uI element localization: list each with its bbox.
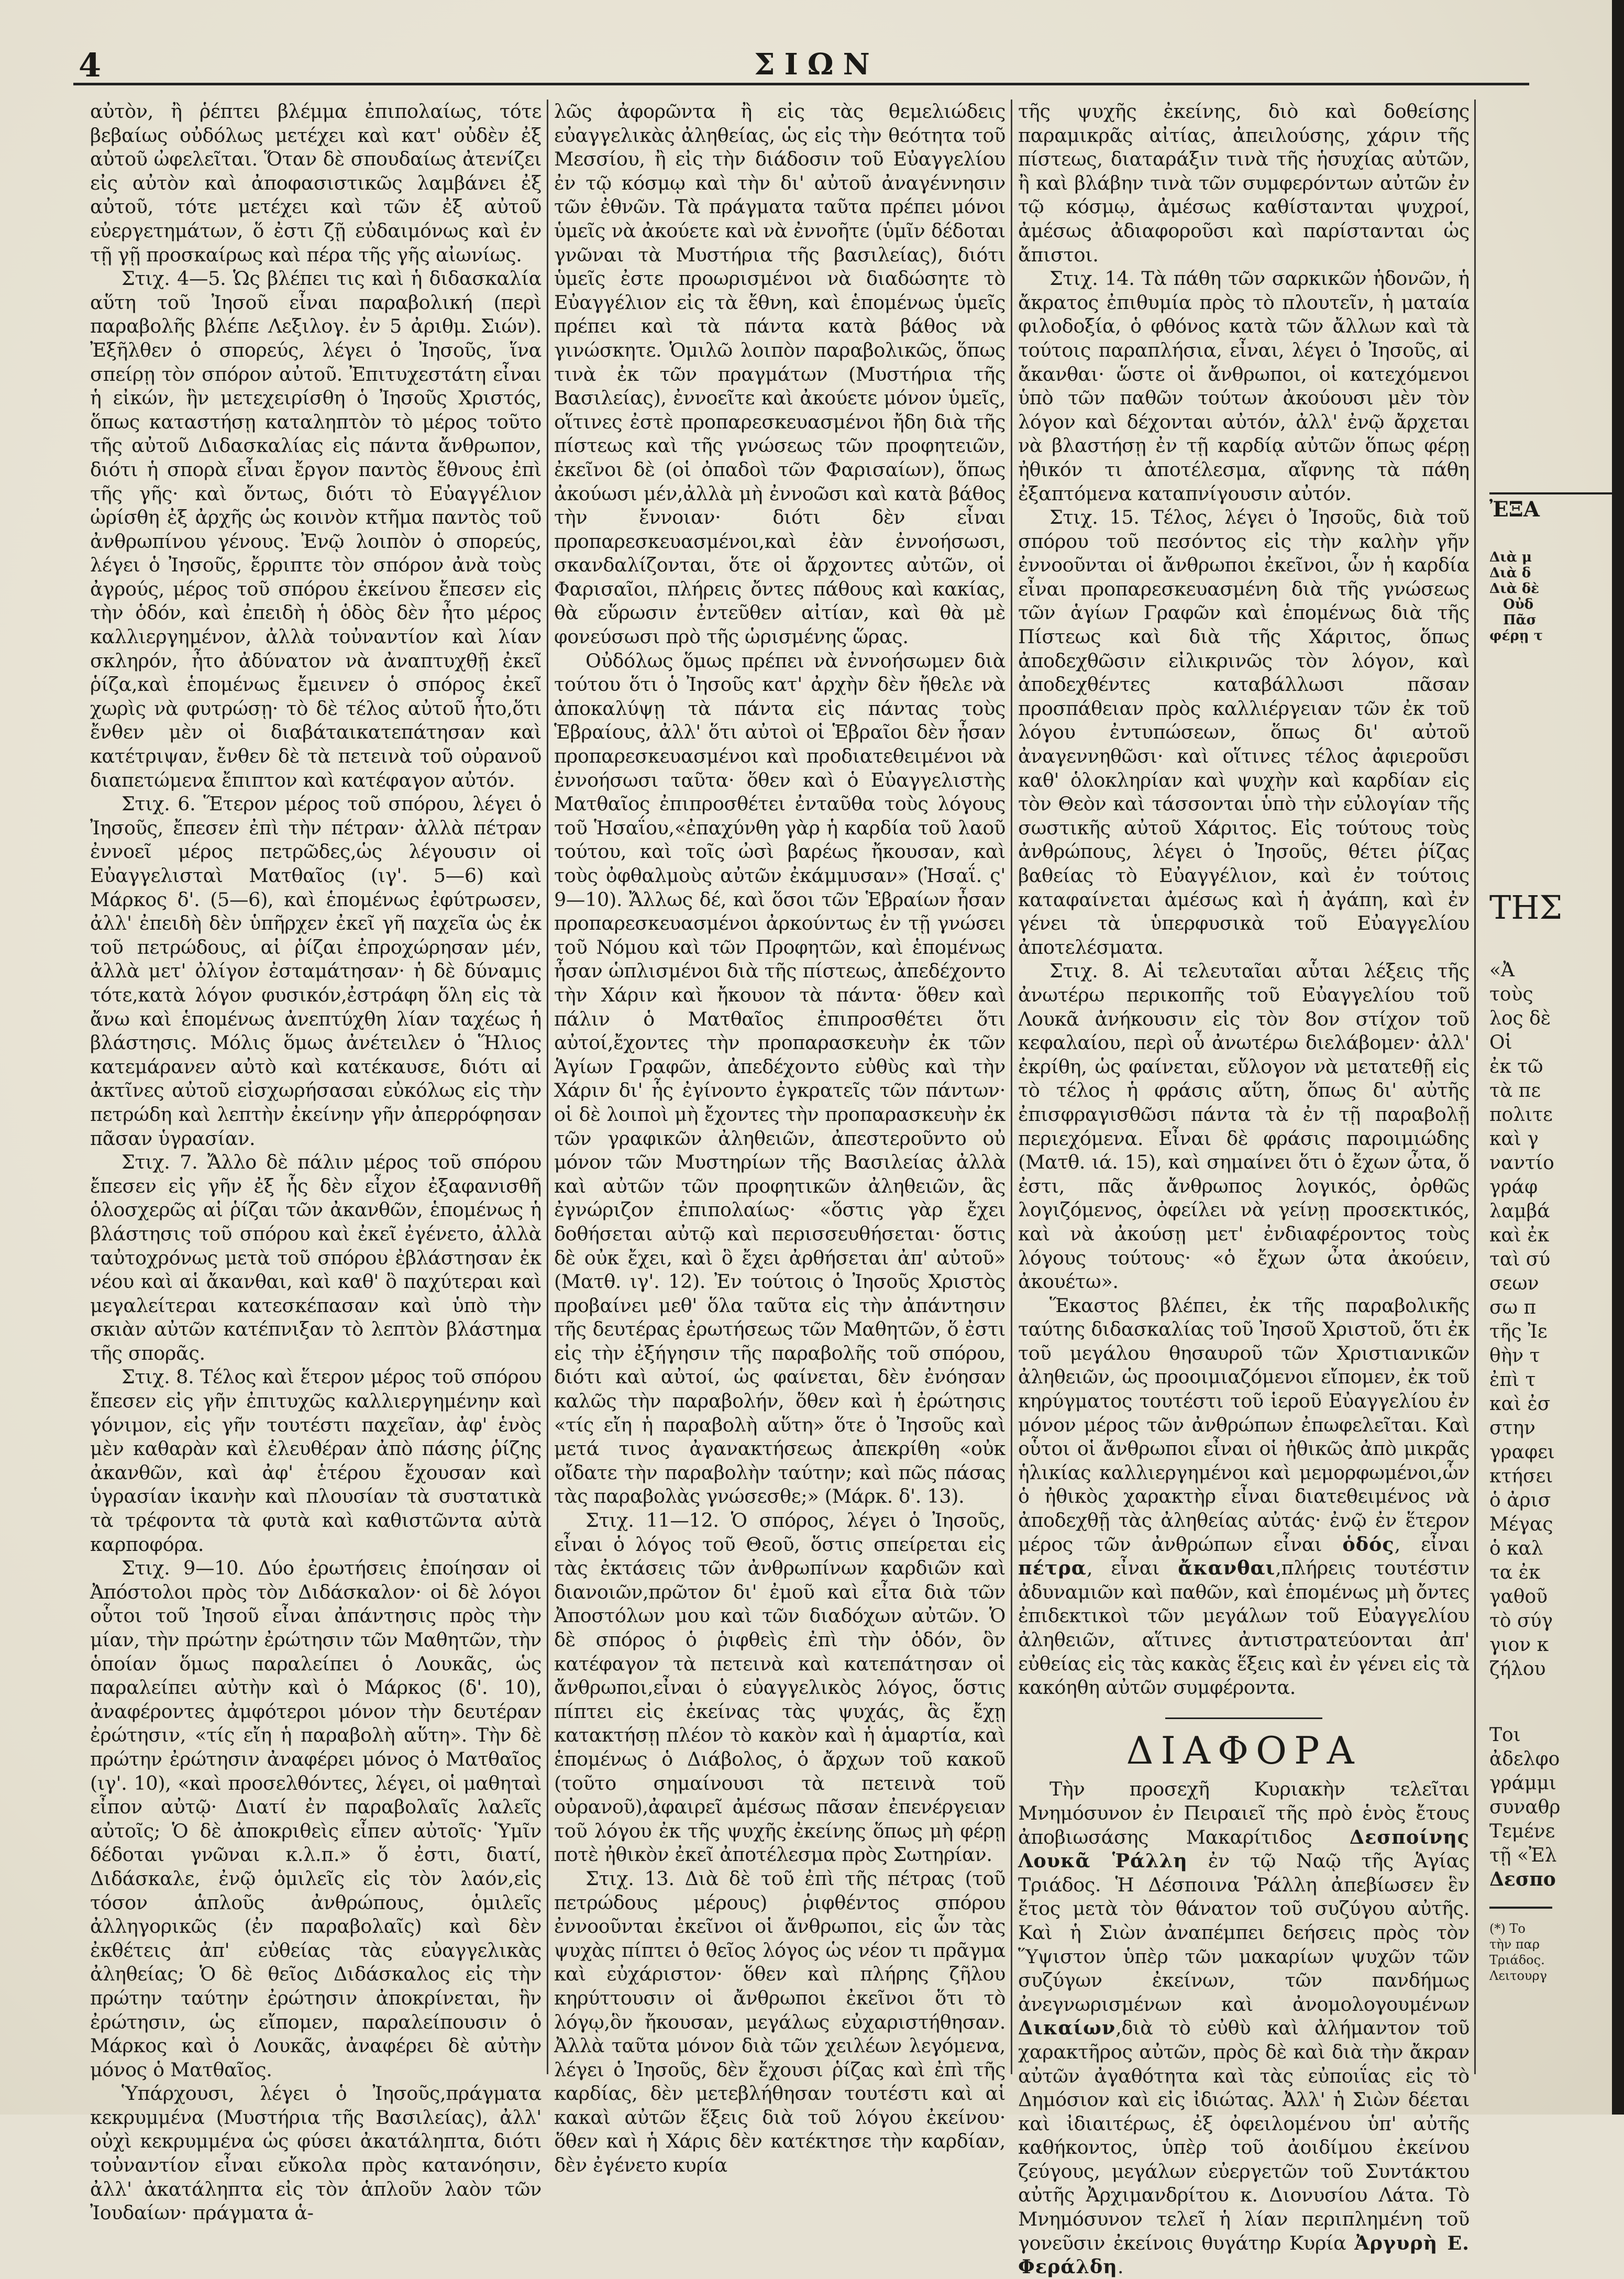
separator: , εἶναι [1086,1557,1178,1580]
strip-fragment: κτήσει [1489,1466,1553,1487]
strip-fragment: Μέγας [1489,1514,1553,1535]
paragraph: Στιχ. 9—10. Δύο ἐρωτήσεις ἐποίησαν οἱ Ἀπόστολοι πρὸς τὸν Διδάσκαλον· οἱ δὲ λόγοι οὗτοι τοῦ Ἰησοῦ εἶναι ἀπάντησις πρὸς τὴν μίαν, τὴν πρώτην ἐρώτησιν τῶν Μαθητῶν, τὴν ὁποίαν ὅμως παραλείπει ὁ Λουκᾶς, ὡς παραλείπει αὐτὴν καὶ ὁ Μάρκος (δ'. 10), ἀναφέροντες ἀμφότεροι μόνον τὴν δευτέραν ἐρώτησιν, «τίς εἴη ἡ παραβολὴ αὕτη». Τὴν δὲ πρώτην ἐρώτησιν ἀναφέρει μόνος ὁ Ματθαῖος (ιγ'. 10), «καὶ προσελθόντες, λέγει, οἱ μαθηταὶ εἶπον αὐτῷ· Διατί ἐν παραβολαῖς λαλεῖς αὐτοῖς; Ὁ δὲ ἀποκριθεὶς εἶπεν αὐτοῖς· Ὑμῖν δέδοται γνῶναι κ.λ.π.» ὅ ἐστι, διατί, Διδάσκαλε, ἐνῷ ὁμιλεῖς εἰς τὸν λαόν,εἰς τόσον ἁπλοῦς ἀνθρώπους, ὁμιλεῖς ἀλληγορικῶς (ἐν παραβολαῖς) καὶ δὲν ἐκθέτεις ἀπ' εὐθείας τὰς εὐαγγελικὰς ἀληθείας; Ὁ δὲ θεῖος Διδάσκαλος εἰς τὴν πρώτην ταύτην ἐρώτησιν ἀποκρίνεται, ἣν ἐρώτησιν, ὡς εἴπομεν, παραλείπουσιν ὁ Μάρκος καὶ ὁ Λουκᾶς, ἀναφέρει δὲ αὐτὴν μόνος ὁ Ματθαῖος. [90,1557,542,2081]
column-divider [1474,100,1476,2074]
strip-footnote: τὴν παρ [1489,1937,1540,1952]
strip-fragment: Διὰ δὲ [1489,581,1539,597]
page-header [73,46,1529,85]
strip-rule [1489,1907,1552,1909]
strip-fragment: Οὐδ [1503,597,1534,612]
notice-end: . [1117,2255,1124,2278]
masthead-title: ΣΙΩΝ [754,47,879,82]
strip-fragment: καὶ ἐκ [1489,1225,1550,1246]
emphasis-petra: πέτρα [1018,1557,1087,1580]
paragraph: αὐτὸν, ἢ ῥέπτει βλέμμα ἐπιπολαίως, τότε βεβαίως οὐδόλως μετέχει καὶ κατ' οὐδὲν ἐξ αὐτοῦ ὠφελεῖται. Ὅταν δὲ σπουδαίως ἀτενίζει εἰς αὐτὸν καὶ ἀποφασιστικῶς λαμβάνει ἐξ αὐτοῦ, τότε μετέχει καὶ τῶν ἐξ αὐτοῦ εὐεργετημάτων, ὅ ἐστι ζῇ εὐδαιμόνως καὶ ἐν τῇ γῇ προσκαίρως καὶ πέρα τῆς γῆς αἰωνίως. [90,100,542,266]
strip-fragment: τα ἐκ [1489,1562,1541,1583]
strip-fragment: ἐπὶ τ [1489,1369,1536,1391]
strip-fragment: ἐκ τῶ [1489,1056,1543,1077]
strip-footnote: Λειτουργ [1489,1968,1547,1983]
notice-text: ἐν τῷ Ναῷ τῆς Ἁγίας Τριάδος. Ἡ Δέσποινα Ῥάλλη ἀπεβίωσεν ἓν ἔτος μετὰ τὸν θάνατον τοῦ συζύγου αὐτῆς. Καὶ ἡ Σιὼν ἀναπέμπει δεήσεις πρὸς τὸν Ὕψιστον ὑπὲρ τῶν μακαρίων ψυχῶν τῶν συζύγων ἐκείνων, τῶν πανδήμως ἀνεγνωρισμένων καὶ ἀνομολογουμένων [1018,1849,1470,2016]
strip-fragment: σω π [1489,1297,1537,1318]
strip-footnote: Τριάδος. [1489,1953,1545,1967]
daughter-name: Ἀργυρὴ Ε. Φεράλδη [1018,2231,1470,2278]
strip-fragment: ζήλου [1489,1658,1546,1680]
paragraph: Στιχ. 13. Διὰ δὲ τοῦ ἐπὶ τῆς πέτρας (τοῦ πετρώδους μέρους) ῥιφθέντος σπόρου ἐννοοῦνται ἐκεῖνοι οἱ ἄνθρωποι, εἰς ὧν τὰς ψυχὰς πίπτει ὁ θεῖος λόγος ὡς νέον τι πρᾶγμα καὶ εὐχάριστον· ὅθεν καὶ πλήρης ζῆλου κηρύττουσιν οἱ ἄνθρωποι ἐκεῖνοι ὅτι τὸ λόγῳ,ὃν ἤκουσαν, μεγάλως εὐχαριστήθησαν. Ἀλλὰ ταῦτα μόνον διὰ τῶν χειλέων λεγόμενα, λέγει ὁ Ἰησοῦς, δὲν ἔχουσι ῥίζας καὶ ἐπὶ τῆς καρδίας, δὲν μετεβλήθησαν τουτέστι καὶ αἱ κακαὶ αὐτῶν ἕξεις διὰ τοῦ λόγου ἐκείνου· ὅθεν καὶ ἡ Χάρις δὲν κατέκτησε τὴν καρδίαν, δὲν ἐγένετο κυρία [554,1867,1006,2177]
strip-fragment: τῆς Ἰε [1489,1321,1548,1342]
column-divider [547,100,548,2074]
emphasis-dikaion: Δικαίων [1018,2017,1116,2040]
column-2 [554,100,1006,2177]
strip-fragment: ἘΞΑ [1489,497,1540,522]
strip-fragment: ὁ καλ [1489,1538,1543,1559]
strip-fragment: ὁ ἀρισ [1489,1490,1551,1511]
strip-fragment: φέρῃ τ [1489,628,1543,644]
section-heading-diafora: ΔΙΑΦΟΡΑ [1126,1728,1362,1772]
strip-fragment: ταὶ σύ [1489,1249,1551,1270]
strip-fragment: καὶ ἐσ [1489,1393,1551,1415]
strip-fragment: τὸ σύγ [1489,1610,1553,1632]
adjacent-page-strip [1482,79,1624,2115]
strip-fragment: Οἱ [1489,1032,1512,1053]
strip-fragment: σεων [1489,1273,1539,1294]
paragraph: Στιχ. 14. Τὰ πάθη τῶν σαρκικῶν ἡδονῶν, ἡ ἄκρατος ἐπιθυμία πρὸς τὸ πλουτεῖν, ἡ ματαία φιλοδοξία, ὁ φθόνος κατὰ τῶν ἄλλων καὶ τὰ τούτοις παραπλήσια, εἶναι, λέγει ὁ Ἰησοῦς, αἱ ἄκανθαι· ὥστε οἱ ἄνθρωποι, οἱ κατεχόμενοι ὑπὸ τῶν παθῶν τούτων ἀκούουσι μὲν τὸν λόγον καὶ δέχονται αὐτόν, ἀλλ' ἐνῷ ἄρχεται νὰ βλαστήσῃ ἐν τῇ καρδίᾳ αὐτῶν ὅπως φέρῃ ἠθικόν τι ἀποτέλεσμα, αἴφνης τὰ πάθη ἐξαπτόμενα καταπνίγουσιν αὐτόν. [1018,267,1470,505]
paragraph: λῶς ἀφορῶντα ἢ εἰς τὰς θεμελιώδεις εὐαγγελικὰς ἀληθείας, ὡς εἰς τὴν θεότητα τοῦ Μεσσίου, ἢ εἰς τὴν διάδοσιν τοῦ Εὐαγγελίου ἐν τῷ κόσμῳ καὶ τὴν δι' αὐτοῦ ἀναγέννησιν τῶν ἐθνῶν. Τὰ πράγματα ταῦτα πρέπει μόνοι ὑμεῖς νὰ ἀκούετε καὶ νὰ ἐννοῆτε (ὑμῖν δέδοται γνῶναι τὰ Μυστήρια τῆς βασιλείας), διότι ὑμεῖς ἐστε προωρισμένοι νὰ διαδώσητε τὸ Εὐαγγέλιον εἰς τὰ ἔθνη, καὶ ἑπομένως ὑμεῖς πρέπει καὶ τὰ πάντα κατὰ βάθος νὰ γινώσκητε. Ὁμιλῶ λοιπὸν παραβολικῶς, ὅπως τινὰ ἐκ τῶν πραγμάτων (Μυστήρια τῆς Βασιλείας), ἐννοεῖτε καὶ ἀκούετε μόνον ὑμεῖς, οἵτινες ἐστὲ προπαρεσκευασμένοι ἤδη διὰ τῆς πίστεως καὶ τῆς γνώσεως τῶν προφητειῶν, ἐκεῖνοι δὲ (οἱ ὀπαδοὶ τῶν Φαρισαίων), ὅπως ἀκούωσι μέν,ἀλλὰ μὴ ἐννοῶσι καὶ κατὰ βάθος τὴν ἔννοιαν· διότι δὲν εἶναι προπαρεσκευασμένοι,καὶ ἐὰν ἐννοήσωσι, σκανδαλίζονται, ὅτε οἱ ἄρχοντες αὐτῶν, οἱ Φαρισαῖοι, πλήρεις ὄντες πάθους καὶ κακίας, θὰ εὕρωσιν ἐντεῦθεν αἰτίαν, καὶ θὰ μὲ φονεύσωσι πρὸ τῆς ὡρισμένης ὥρας. [554,100,1006,648]
strip-fragment: Δεσπο [1489,1868,1556,1890]
paragraph: Στιχ. 8. Τέλος καὶ ἕτερον μέρος τοῦ σπόρου ἔπεσεν εἰς γῆν ἐπιτυχῶς καλλιεργημένην καὶ γόνιμον, εἰς γῆν τουτέστι παχεῖαν, ἀφ' ἑνὸς μὲν καθαρὰν καὶ ἐλευθέραν ἀπὸ πάσης ῥίζης ἀκανθῶν, καὶ ἀφ' ἑτέρου ἔχουσαν καὶ ὑγρασίαν ἱκανὴν καὶ πλουσίαν τὰ συστατικὰ τὰ τρέφοντα τὰ φυτὰ καὶ καθιστῶντα αὐτὰ καρποφόρα. [90,1366,542,1556]
notice-text: ,διὰ τὸ εὐθὺ καὶ ἀλήμαντον τοῦ χαρακτῆρος αὐτῶν, πρὸς δὲ καὶ διὰ τὴν ἄκραν αὐτῶν ἀγαθότητα καὶ τὰς εὐποιΐας εἰς τὸ Δημόσιον καὶ εἰς ἰδιώτας. Ἀλλ' ἡ Σιὼν δέεται καὶ ἰδιαιτέρως, ἐξ ὀφειλομένου ὑπ' αὐτῆς καθήκοντος, ὑπὲρ τοῦ ἀοιδίμου ἐκείνου ζεύγους, μεγάλων εὐεργετῶν τοῦ Συντάκτου αὐτῆς Ἀρχιμανδρίτου κ. Διονυσίου Λάτα. Τὸ Μνημόσυνον τελεῖ ἡ λίαν περιπλημένη τοῦ γονεῦσιν ἐκείνοις θυγάτηρ Κυρία [1018,2017,1470,2254]
strip-heading: ΤΗΣ [1489,888,1563,927]
strip-fragment: Τοι [1489,1724,1521,1746]
strip-fragment: τὰ πε [1489,1080,1541,1102]
paragraph: Στιχ. 8. Αἱ τελευταῖαι αὗται λέξεις τῆς ἀνωτέρω περικοπῆς τοῦ Εὐαγγελίου τοῦ Λουκᾶ ἀνήκουσιν εἰς τὸν 8ον στίχον τοῦ κεφαλαίου, περὶ οὗ ἀνωτέρω διελάβομεν· ἀλλ' ἐκρίθη, ὡς φαίνεται, εὔλογον νὰ μετατεθῇ εἰς τὸ τέλος ἡ φράσις αὕτη, ὅπως δι' αὐτῆς ἐπισφραγισθῶσι πάντα τὰ ἐν τῇ παραβολῇ περιεχόμενα. Εἶναι δὲ φράσις παροιμιώδης (Ματθ. ιά. 15), καὶ σημαίνει ὅτι ὁ ἔχων ὦτα, ὅ ἐστι, πᾶς ἄνθρωπος λογικός, ὀρθῶς λογιζόμενος, ὀφείλει νὰ γείνῃ προσεκτικός, καὶ νὰ ἀκούσῃ μετ' ἐνδιαφέροντος τοὺς λόγους τούτους· «ὁ ἔχων ὦτα ἀκούειν, ἀκουέτω». [1018,960,1470,1293]
paragraph: Στιχ. 6. Ἕτερον μέρος τοῦ σπόρου, λέγει ὁ Ἰησοῦς, ἔπεσεν ἐπὶ τὴν πέτραν· ἀλλὰ πέτραν ἐννοεῖ μέρος πετρῶδες,ὡς λέγουσιν οἱ Εὐαγγελισταὶ Ματθαῖος (ιγ'. 5—6) καὶ Μάρκος δ'. (5—6), καὶ ἑπομένως ἐφύτρωσεν, ἀλλ' ἐπειδὴ δὲν ὑπῆρχεν ἐκεῖ γῆ παχεῖα ὡς ἐκ τοῦ πετρώδους, αἱ ῥίζαι ἐπροχώρησαν μέν, ἀλλὰ μετ' ὀλίγον ἐσταμάτησαν· ἡ δὲ δύναμις τότε,κατὰ λόγον φυσικόν,ἐστράφη ὅλη εἰς τὰ ἄνω καὶ ἑπομένως ἀνεπτύχθη λίαν ταχέως ἡ βλάστησις. Μόλις ὅμως ἀνέτειλεν ὁ Ἥλιος κατεμάρανεν αὐτὸ καὶ κατέκαυσε, διότι αἱ ἀκτῖνες αὐτοῦ εἰσχωρήσασαι εὐκόλως εἰς τὴν πετρώδη καὶ λεπτὴν ἐκείνην γῆν ἀπερρόφησαν πᾶσαν ὑγρασίαν. [90,792,542,1150]
strip-fragment: γραφει [1489,1441,1555,1463]
paragraph [1018,1294,1470,1700]
strip-fragment: «Ἀ [1489,960,1515,981]
strip-fragment: στην [1489,1417,1535,1439]
strip-fragment: συναθρ [1489,1797,1561,1818]
strip-fragment: γιον κ [1489,1634,1549,1656]
paragraph: Ὑπάρχουσι, λέγει ὁ Ἰησοῦς,πράγματα κεκρυμμένα (Μυστήρια τῆς Βασιλείας), ἀλλ' οὐχὶ κεκρυμμένα ὡς φύσει ἀκατάληπτα, διότι τοὐναντίον εἶναι εὔκολα πρὸς κατανόησιν, ἀλλ' ἀκατάληπτα εἰς τὸν ἁπλοῦν λαὸν τῶν Ἰουδαίων· πράγματα ἁ- [90,2082,542,2225]
paragraph: Στιχ. 7. Ἄλλο δὲ πάλιν μέρος τοῦ σπόρου ἔπεσεν εἰς γῆν ἐξ ἧς δὲν εἶχον ἐξαφανισθῆ ὁλοσχερῶς αἱ ῥίζαι τῶν ἀκανθῶν, ἑπομένως ἡ βλάστησις τοῦ σπόρου καὶ ἐκεῖ ἐγένετο, ἀλλὰ ταὐτοχρόνως μετὰ τοῦ σπόρου ἐβλάστησαν ἐκ νέου καὶ αἱ ἄκανθαι, καὶ καθ' ὃ παχύτεραι καὶ μεγαλείτεραι κατεσκέπασαν καὶ ὑπὸ τὴν σκιὰν αὐτῶν κατέπνιξαν τὸ λεπτὸν βλάστημα τῆς σπορᾶς. [90,1151,542,1364]
page-number: 4 [79,46,102,84]
strip-fragment: θὴν τ [1489,1345,1540,1367]
column-3 [1018,100,1470,2279]
paragraph: Στιχ. 11—12. Ὁ σπόρος, λέγει ὁ Ἰησοῦς, εἶναι ὁ λόγος τοῦ Θεοῦ, ὅστις σπείρεται εἰς τὰς ἐκτάσεις τῶν ἀνθρωπίνων καρδιῶν καὶ διανοιῶν,πρῶτον δι' ἐμοῦ καὶ εἶτα διὰ τῶν Ἀποστόλων μου καὶ τῶν διαδόχων αὐτῶν. Ὁ δὲ σπόρος ὁ ῥιφθεὶς ἐπὶ τὴν ὁδόν, ὃν κατέφαγον τὰ πετεινὰ καὶ κατεπάτησαν οἱ ἄνθρωποι,εἶναι ὁ εὐαγγελικὸς λόγος, ὅστις πίπτει εἰς ἐκείνας τὰς ψυχάς, ἃς ἔχῃ κατακτήσῃ πλέον τὸ κακὸν καὶ ἡ ἁμαρτία, καὶ ἑπομένως ὁ Διάβολος, ὁ ἄρχων τοῦ κακοῦ (τοῦτο σημαίνουσι τὰ πετεινὰ τοῦ οὐρανοῦ),ἀφαιρεῖ ἀμέσως πᾶσαν ἐπενέργειαν τοῦ λόγου ἐκ τῆς ψυχῆς ἐκείνης ὅπως μὴ φέρῃ ποτὲ ἠθικὸν ἐκεῖ ἀποτέλεσμα πρὸς Σωτηρίαν. [554,1509,1006,1866]
strip-fragment: ναντίο [1489,1152,1554,1174]
section-divider [1165,1717,1322,1719]
emphasis-odos: ὁδός [1342,1533,1395,1556]
separator: , εἶναι [1394,1533,1470,1556]
strip-fragment: λος δὲ [1489,1008,1551,1029]
strip-fragment: καὶ γ [1489,1128,1539,1150]
strip-footnote: (*) Το [1489,1921,1526,1936]
scan-edge [1612,0,1624,2115]
paragraph: Στιχ. 15. Τέλος, λέγει ὁ Ἰησοῦς, διὰ τοῦ σπόρου τοῦ πεσόντος εἰς τὴν καλὴν γῆν ἐννοοῦνται οἱ ἄνθρωποι ἐκεῖνοι, ὧν ἡ καρδία εἶναι προπαρεσκευασμένη διὰ τῆς γνώσεως τῶν ἁγίων Γραφῶν καὶ ἑπομένως διὰ τῆς Πίστεως καὶ διὰ τῆς Χάριτος, ὅπως ἀποδεχθῶσιν εἰλικρινῶς τὸν λόγον, καὶ ἀποδεχθέντες καταβάλλωσι πᾶσαν προσπάθειαν πρὸς καλλιέργειαν τῶν ἐκ τοῦ λόγου ἐντυπώσεων, ὅπως δι' αὐτοῦ ἀναγεννηθῶσι· καὶ οἵτινες τέλος ἀφιεροῦσι καθ' ὁλοκληρίαν καὶ ψυχὴν καὶ καρδίαν εἰς τὸν Θεὸν καὶ τάσσονται ὑπὸ τὴν εὐλογίαν τῆς σωστικῆς αὐτοῦ Χάριτος. Εἰς τούτους τοὺς ἀνθρώπους, λέγει ὁ Ἰησοῦς, θέτει ῥίζας βαθείας τὸ Εὐαγγέλιον, καὶ ἐν τούτοις καταφαίνεται ἀμέσως καὶ ἡ ἀγάπη, καὶ ἐν γένει τὰ ὑπερφυσικὰ τοῦ Εὐαγγελίου ἀποτελέσματα. [1018,506,1470,959]
strip-fragment: πολιτε [1489,1104,1553,1126]
column-1 [90,100,542,2225]
notice-text: Τὴν προσεχῆ Κυριακὴν τελεῖται Μνημόσυνον ἐν Πειραιεῖ τῆς πρὸ ἑνὸς ἔτους ἀποβιωσάσης Μακαρίτιδος [1018,1778,1470,1848]
notice-paragraph [1018,1777,1470,2278]
column-divider [1011,100,1012,2074]
strip-fragment: Τεμένε [1489,1821,1555,1842]
strip-fragment: γράφ [1489,1176,1538,1198]
strip-fragment: ἀδελφο [1489,1748,1560,1770]
emphasis-akanthai: ἄκανθαι [1178,1557,1276,1580]
paragraph: Οὐδόλως ὅμως πρέπει νὰ ἐννοήσωμεν διὰ τούτου ὅτι ὁ Ἰησοῦς κατ' ἀρχὴν δὲν ἤθελε νὰ ἀποκαλύψῃ τὰ πάντα εἰς πάντας τοὺς Ἑβραίους, ἀλλ' ὅτι αὐτοὶ οἱ Ἑβραῖοι δὲν ἦσαν προπαρεσκευασμένοι καὶ προδιατεθειμένοι νὰ ἐννοήσωσι ταῦτα· ὅθεν καὶ ὁ Εὐαγγελιστὴς Ματθαῖος ἐπιπροσθέτει ἐνταῦθα τοὺς λόγους τοῦ Ἡσαΐου,«ἐπαχύνθη γὰρ ἡ καρδία τοῦ λαοῦ τούτου, καὶ τοῖς ὠσὶ βαρέως ἤκουσαν, καὶ τοὺς ὀφθαλμοὺς αὐτῶν ἐκάμμυσαν» (Ἡσαΐ. ς' 9—10). Ἄλλως δέ, καὶ ὅσοι τῶν Ἑβραίων ἦσαν προπαρεσκευασμένοι ἀρκούντως ἐν τῇ γνώσει τοῦ Νόμου καὶ τῶν Προφητῶν, καὶ ἑπομένως ἦσαν ὡπλισμένοι διὰ τῆς πίστεως, ἀπεδέχοντο τὴν Χάριν καὶ ἤκουον τὰ πάντα· ὅθεν καὶ πάλιν ὁ Ματθαῖος ἐπιπροσθέτει ὅτι αὐτοί,ἔχοντες τὴν προπαρασκευὴν ἐκ τῶν Ἁγίων Γραφῶν, ἀπεδέχοντο εὐθὺς καὶ τὴν Χάριν δι' ἧς ἐγίνοντο ἐγκρατεῖς τῶν πάντων· οἱ δὲ λοιποὶ μὴ ἔχοντες τὴν προπαρασκευὴν ἐκ τῶν γραφικῶν ἀληθειῶν, ἀπεστεροῦντο οὐ μόνον τῶν Μυστηρίων τῆς Βασιλείας ἀλλὰ καὶ αὐτῶν τῶν προφητικῶν ἀληθειῶν, ἃς ἐγνώριζον ἐπιπολαίως· «ὅστις γὰρ ἔχει δοθήσεται αὐτῷ καὶ περισσευθήσεται· ὅστις δὲ οὐκ ἔχει, καὶ ὃ ἔχει ἀρθήσεται ἀπ' αὐτοῦ» (Ματθ. ιγ'. 12). Ἐν τούτοις ὁ Ἰησοῦς Χριστὸς προβαίνει μεθ' ὅλα ταῦτα εἰς τὴν ἀπάντησιν τῆς δευτέρας ἐρωτήσεως τῶν Μαθητῶν, ὅ ἐστι εἰς τὴν ἐξήγησιν τῆς παραβολῆς τοῦ σπόρου, διότι καὶ αὐτοί, ὡς φαίνεται, δὲν ἐνόησαν καλῶς τὴν παραβολήν, ὅθεν καὶ ἡ ἐρώτησις «τίς εἴη ἡ παραβολὴ αὕτη» ὅτε ὁ Ἰησοῦς καὶ μετά τινος ἀγανακτήσεως ἀπεκρίθη «οὐκ οἴδατε τὴν παραβολὴν ταύτην; καὶ πῶς πάσας τὰς παραβολὰς γνώσεσθε;» (Μάρκ. δ'. 13). [554,649,1006,1508]
paragraph: τῆς ψυχῆς ἐκείνης, διὸ καὶ δοθείσης παραμικρᾶς αἰτίας, ἀπειλούσης, χάριν τῆς πίστεως, διαταράξιν τινὰ τῆς ἡσυχίας αὐτῶν, ἢ καὶ βλάβην τινὰ τῶν συμφερόντων αὐτῶν ἐν τῷ κόσμῳ, ἀμέσως καθίστανται ψυχροί, ἀμέσως ἀδιαφοροῦσι καὶ παρίστανται ὡς ἄπιστοι. [1018,100,1470,266]
strip-fragment: Πᾶσ [1503,612,1537,628]
paragraph-tail: ,πλήρεις τουτέστιν ἀδυναμιῶν καὶ παθῶν, καὶ ἑπομένως μὴ ὄντες ἐπιδεκτικοὶ τῶν μεγάλων τοῦ Εὐαγγελίου ἀληθειῶν, αἵτινες ἀντιστρατεύονται ἀπ' εὐθείας εἰς τὰς κακὰς ἕξεις καὶ ἐν γένει εἰς τὰ κακόηθη αὐτῶν συμφέροντα. [1018,1557,1470,1699]
paragraph: Στιχ. 4—5. Ὡς βλέπει τις καὶ ἡ διδασκαλία αὕτη τοῦ Ἰησοῦ εἶναι παραβολική (περὶ παραβολῆς βλέπε Λεξιλογ. ἐν 5 ἀριθμ. Σιών). Ἐξῆλθεν ὁ σπορεύς, λέγει ὁ Ἰησοῦς, ἵνα σπείρῃ τὸν σπόρον αὐτοῦ. Ἐπιτυχεστάτη εἶναι ἡ εἰκών, ἣν μετεχειρίσθη ὁ Ἰησοῦς Χριστός, ὅπως καταστήσῃ καταληπτὸν τὸ μέρος τοῦτο τῆς αὐτοῦ Διδασκαλίας εἰς πάντα ἄνθρωπον, διότι ἡ σπορὰ εἶναι ἔργον παντὸς ἔθνους ἐπὶ τῆς γῆς· καὶ ὄντως, διότι τὸ Εὐαγγέλιον ὡρίσθη ἐξ ἀρχῆς ὡς κοινὸν κτῆμα παντὸς τοῦ ἀνθρωπίνου γένους. Ἐνῷ λοιπὸν ὁ σπορεύς, λέγει ὁ Ἰησοῦς, ἔρριπτε τὸν σπόρον ἀνὰ τοὺς ἀγρούς, μέρος τοῦ σπόρου ἐκείνου ἔπεσεν εἰς τὴν ὁδόν, καὶ ἐπειδὴ ἡ ὁδὸς δὲν ἦτο μέρος καλλιεργημένον, ἀλλὰ τοὐναντίον καὶ λίαν σκληρόν, ἦτο ἀδύνατον νὰ ἀναπτυχθῇ ἐκεῖ ῥίζα,καὶ ἑπομένως ἔμεινεν ὁ σπόρος ἐκεῖ χωρὶς νὰ φυτρώσῃ· τὸ δὲ τέλος αὐτοῦ ἦτο,ὅτι ἔνθεν μὲν οἱ διαβάταικατεπάτησαν καὶ κατέτριψαν, ἔνθεν δὲ τὰ πετεινὰ τοῦ οὐρανοῦ διαπετώμενα ἔπιπτον καὶ κατέφαγον αὐτόν. [90,267,542,791]
strip-fragment: γαθοῦ [1489,1586,1548,1608]
strip-fragment: γράμμι [1489,1772,1556,1794]
strip-fragment: Διὰ μ [1489,549,1532,565]
strip-fragment: τῇ «Ἐλ [1489,1845,1557,1866]
deceased-name: Δεσποίνης Λουκᾶ Ῥάλλη [1018,1825,1470,1873]
strip-fragment: Διὰ δ [1489,565,1531,581]
strip-rule [1489,492,1620,494]
strip-fragment: λαμβά [1489,1201,1550,1222]
paragraph-text: Ἕκαστος βλέπει, ἐκ τῆς παραβολικῆς ταύτης διδασκαλίας τοῦ Ἰησοῦ Χριστοῦ, ὅτι ἐκ τοῦ μεγάλου θησαυροῦ τῶν Χριστιανικῶν ἀληθειῶν, ὡς προοιμιαζόμενοι εἴπομεν, ἐκ τοῦ κηρύγματος τουτέστι τοῦ ἱεροῦ Εὐαγγελίου ἐν μόνον μέρος τῶν ἀνθρώπων ἐπωφελεῖται. Καὶ οὗτοι οἱ ἄνθρωποι εἶναι οἱ ἠθικῶς ἀπὸ μικρᾶς ἡλικίας καλλιεργημένοι καὶ μεμορφωμένοι,ὧν ὁ ἠθικὸς χαρακτὴρ εἶναι διατεθειμένος νὰ ἀποδεχθῇ τὰς ἀληθείας αὐτάς· ἐνῷ ἐν ἕτερον μέρος τῶν ἀνθρώπων εἶναι [1018,1294,1470,1556]
strip-fragment: τοὺς [1489,984,1533,1005]
